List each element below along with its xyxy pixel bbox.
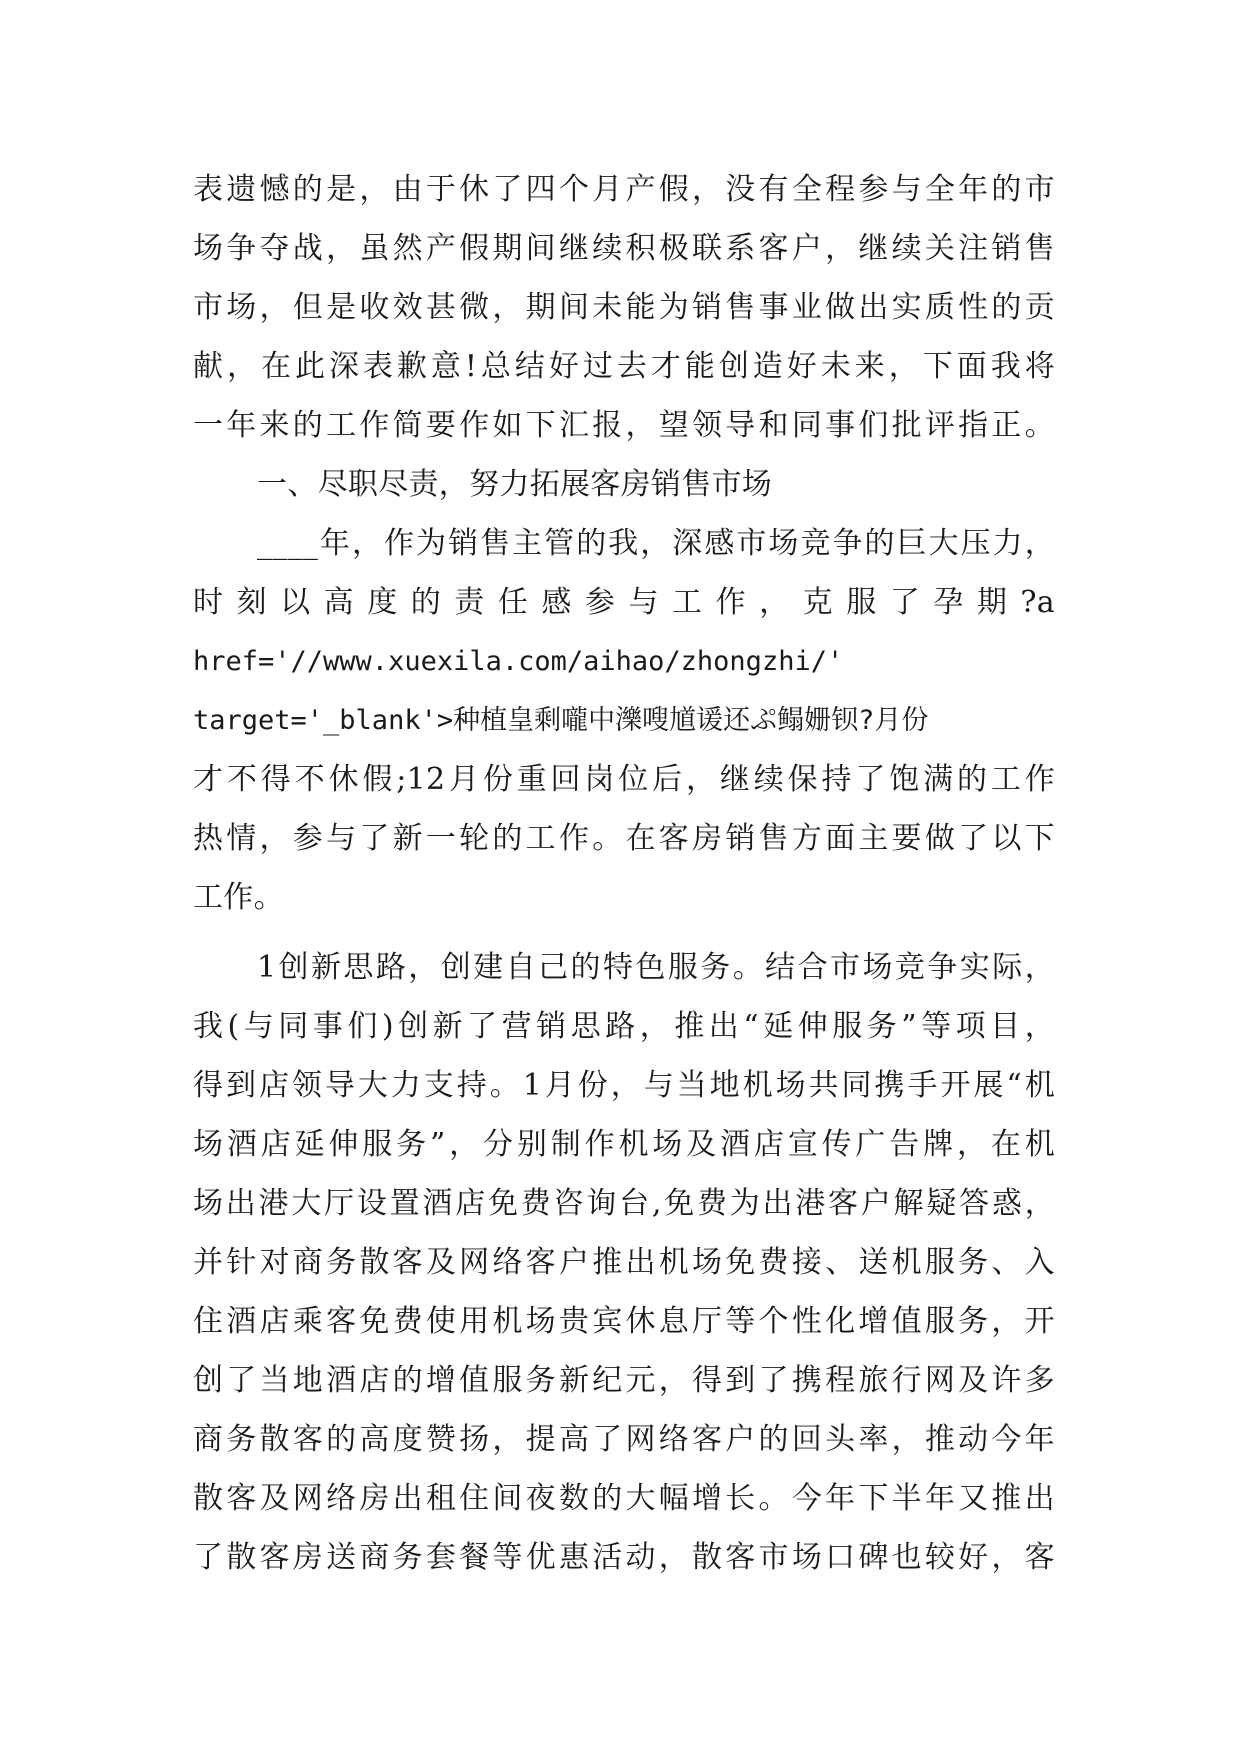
section-heading: 一、尽职尽责，努力拓展客房销售市场	[257, 467, 773, 502]
text-line: 表遗憾的是，由于休了四个月产假，没有全程参与全年的市	[193, 172, 1055, 207]
text-line: 我(与同事们)创新了营销思路，推出“延伸服务”等项目，	[193, 1009, 1055, 1044]
text-line: ____年，作为销售主管的我，深感市场竞争的巨大压力，	[257, 526, 1055, 561]
text-line: target='_blank'>种植皇剩嚨中濼嗖馗谖还ぷ鳎姗钡?月份	[193, 705, 929, 736]
text-line: 场出港大厅设置酒店免费咨询台,免费为出港客户解疑答惑，	[193, 1186, 1055, 1221]
text-line: 并针对商务散客及网络客户推出机场免费接、送机服务、入	[193, 1245, 1055, 1280]
text-line: 工作。	[193, 880, 284, 915]
text-line: 场争夺战，虽然产假期间继续积极联系客户，继续关注销售	[193, 231, 1055, 266]
text-line: 了散客房送商务套餐等优惠活动，散客市场口碑也较好，客	[193, 1540, 1055, 1575]
text-line: 热情，参与了新一轮的工作。在客房销售方面主要做了以下	[193, 821, 1055, 856]
text-line: 献，在此深表歉意!总结好过去才能创造好未来，下面我将	[193, 349, 1055, 384]
text-line: 住酒店乘客免费使用机场贵宾休息厅等个性化增值服务，开	[193, 1304, 1055, 1339]
text-line: 创了当地酒店的增值服务新纪元，得到了携程旅行网及许多	[193, 1363, 1055, 1398]
text-line: 场酒店延伸服务”，分别制作机场及酒店宣传广告牌，在机	[193, 1127, 1055, 1162]
text-line: href='//www.xuexila.com/aihao/zhongzhi/'	[193, 646, 844, 677]
text-line: 1创新思路，创建自己的特色服务。结合市场竞争实际，	[257, 950, 1055, 985]
text-line: 商务散客的高度赞扬，提高了网络客户的回头率，推动今年	[193, 1422, 1055, 1457]
text-line: 得到店领导大力支持。1月份，与当地机场共同携手开展“机	[193, 1068, 1055, 1103]
text-line: 散客及网络房出租住间夜数的大幅增长。今年下半年又推出	[193, 1481, 1055, 1516]
text-line: 一年来的工作简要作如下汇报，望领导和同事们批评指正。	[193, 408, 1055, 443]
text-line: 市场，但是收效甚微，期间未能为销售事业做出实质性的贡	[193, 290, 1055, 325]
text-line: 才不得不休假;12月份重回岗位后，继续保持了饱满的工作	[193, 762, 1055, 797]
document-body	[193, 160, 1055, 1587]
text-line: 时刻以高度的责任感参与工作，克服了孕期?a	[193, 585, 1055, 620]
